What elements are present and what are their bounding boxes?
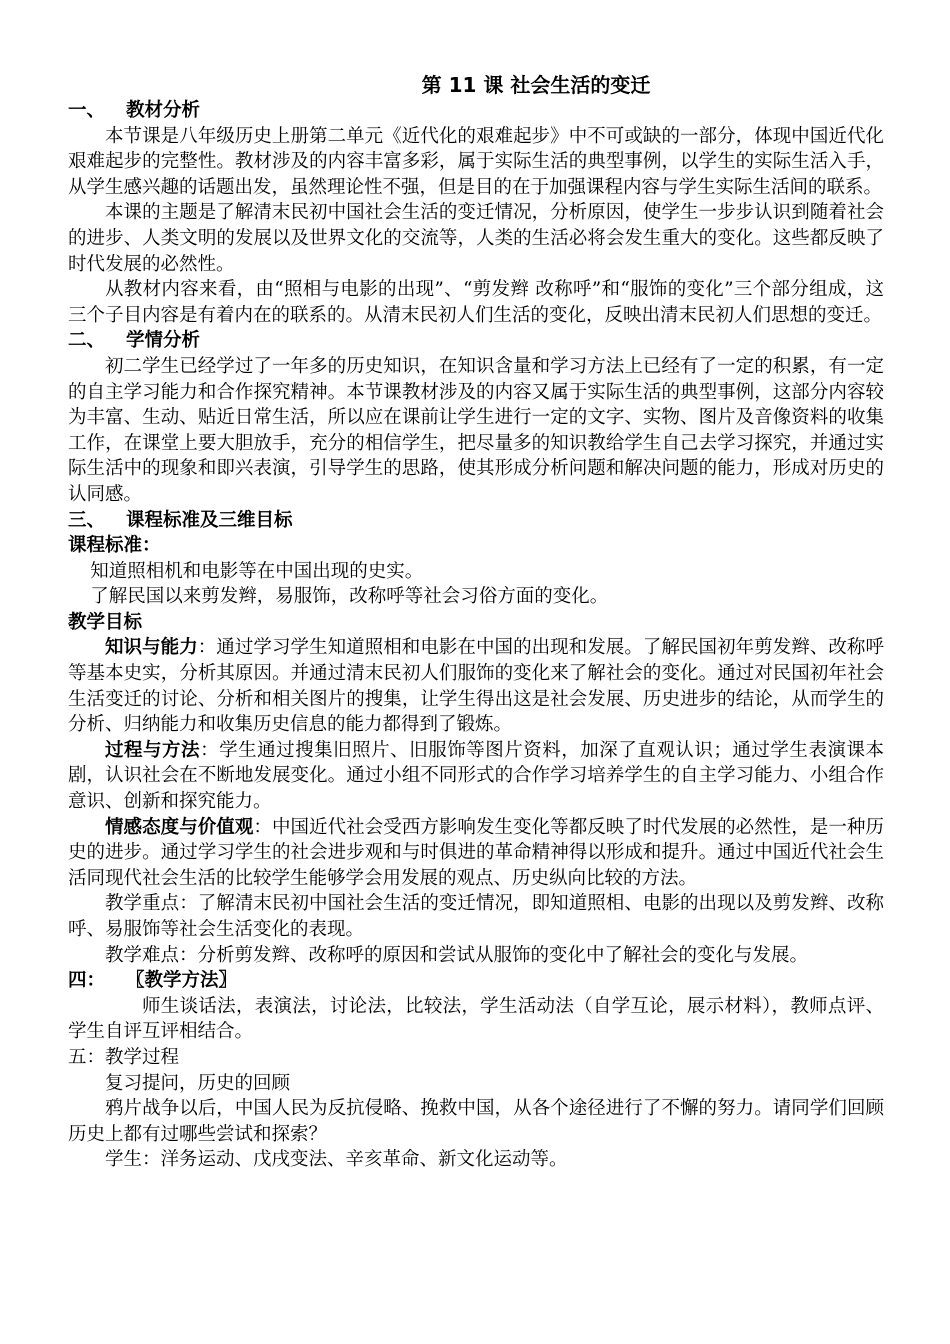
section-4-number: 四： [68, 970, 106, 992]
goal-emotion-values-text: ：中国近代社会受西方影响发生变化等都反映了时代发展的必然性，是一种历史的进步。通过学习学生的社会进步观和与时俱进的革命精神得以形成和提升。通过中国近代社会生活同现代社会生活的比较学生能够学会用发展的观点、历史纵向比较的方法。 [68, 816, 884, 889]
teaching-goals-heading: 教学目标 [68, 611, 143, 633]
section-3-title: 课程标准及三维目标 [126, 509, 293, 531]
section-1-paragraph-2: 本课的主题是了解清末民初中国社会生活的变迁情况，分析原因，使学生一步步认识到随着社会的进步、人类文明的发展以及世界文化的交流等，人类的生活必将会发生重大的变化。这些都反映了时代发展的必然性。 [68, 202, 884, 275]
section-5-paragraph-1: 复习提问，历史的回顾 [105, 1072, 291, 1094]
section-1-number: 一、 [68, 100, 106, 121]
section-2-paragraph-1: 初二学生已经学过了一年多的历史知识，在知识含量和学习方法上已经有了一定的积累，有一定的自主学习能力和合作探究精神。本节课教材涉及的内容又属于实际生活的典型事例，这部分内容较为丰富、生动、贴近日常生活，所以应在课前让学生进行一定的文字、实物、图片及音像资料的收集工作，在课堂上要大胆放手，充分的相信学生，把尽量多的知识教给学生自己去学习探究，并通过实际生活中的现象和即兴表演，引导学生的思路，使其形成分析问题和解决问题的能力，形成对历史的认同感。 [68, 355, 884, 505]
goal-process-method-lead: 过程与方法 [105, 739, 201, 761]
section-2-heading [68, 328, 884, 354]
section-4-heading [68, 968, 884, 994]
goal-emotion-values [68, 815, 884, 892]
course-standard-heading: 课程标准： [68, 535, 161, 557]
goal-process-method-text: ：学生通过搜集旧照片、旧服饰等图片资料，加深了直观认识；通过学生表演课本剧，认识社会在不断地发展变化。通过小组不同形式的合作学习培养学生的自主学习能力、小组合作意识、创新和探究能力。 [68, 739, 884, 813]
section-4-title: 〖教学方法〗 [126, 970, 238, 992]
course-standard-1: 知道照相机和电影等在中国出现的史实。 [90, 560, 424, 582]
goal-process-method [68, 738, 884, 815]
section-5-paragraph-2: 鸦片战争以后，中国人民为反抗侵略、挽救中国，从各个途径进行了不懈的努力。请同学们回顾历史上都有过哪些尝试和探索？ [68, 1098, 884, 1145]
goal-knowledge-ability-text: ：通过学习学生知道照相和电影在中国的出现和发展。了解民国初年剪发辫、改称呼等基本史实，分析其原因。并通过清末民初人们服饰的变化来了解社会的变化。通过对民国初年社会生活变迁的讨论、分析和相关图片的搜集，让学生得出这是社会发展、历史进步的结论，从而学生的分析、归纳能力和收集历史信息的能力都得到了锻炼。 [68, 637, 884, 736]
section-1-heading [68, 98, 884, 124]
teaching-key-point: 教学重点：了解清末民初中国社会生活的变迁情况，即知道照相、电影的出现以及剪发辫、改称呼、易服饰等社会生活变化的表现。 [68, 893, 884, 940]
section-3-number: 三、 [68, 509, 106, 531]
section-5-heading: 五：教学过程 [68, 1046, 180, 1068]
section-4-paragraph-1: 师生谈话法，表演法，讨论法，比较法，学生活动法（自学互论，展示材料），教师点评、学生自评互评相结合。 [68, 995, 884, 1043]
section-3-heading [68, 508, 884, 534]
goal-knowledge-ability [68, 635, 884, 737]
goal-knowledge-ability-lead: 知识与能力 [105, 637, 198, 659]
page-title: 第 11 课 社会生活的变迁 [421, 73, 651, 97]
teaching-difficulty: 教学难点：分析剪发辫、改称呼的原因和尝试从服饰的变化中了解社会的变化与发展。 [105, 944, 809, 966]
section-2-number: 二、 [68, 330, 106, 352]
section-1-paragraph-1: 本节课是八年级历史上册第二单元《近代化的艰难起步》中不可或缺的一部分，体现中国近代化艰难起步的完整性。教材涉及的内容丰富多彩，属于实际生活的典型事例，以学生的实际生活入手，从学生感兴趣的话题出发，虽然理论性不强，但是目的在于加强课程内容与学生实际生活间的联系。 [68, 125, 884, 198]
section-5-paragraph-3: 学生：洋务运动、戊戌变法、辛亥革命、新文化运动等。 [105, 1149, 568, 1171]
section-1-title: 教材分析 [126, 100, 201, 121]
goal-emotion-values-lead: 情感态度与价值观 [105, 816, 254, 838]
section-1-paragraph-3: 从教材内容来看，由“照相与电影的出现”、“剪发辫 改称呼”和“服饰的变化”三个部分组成，这三个子目内容是有着内在的联系的。从清末民初人们生活的变化，反映出清末民初人们思想的变迁。 [68, 279, 884, 326]
course-standard-2: 了解民国以来剪发辫，易服饰，改称呼等社会习俗方面的变化。 [90, 586, 609, 608]
section-2-title: 学情分析 [126, 330, 201, 352]
